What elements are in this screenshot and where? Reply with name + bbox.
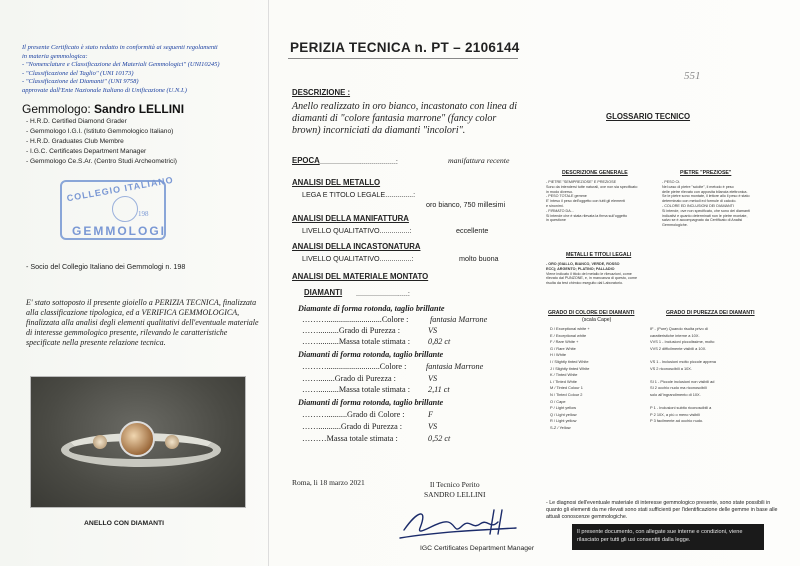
- glossary-line: Si intende, ove non specificato, che sono dei diamanti: [662, 208, 750, 213]
- glossary-line: indicativi e quanto determinati non le pietre montate,: [662, 213, 748, 218]
- examination-statement: E' stato sottoposto il presente gioiello a PERIZIA TECNICA, finalizzata alla classificazione tipologica, ed a VERIFICA GEMMOLOGICA, finalizzata alla analisi degli elementi qualitativi dell'eventuale materiale di interesse gemmologico presente, rilevando le caratteristiche specificate nella presente relazione tecnica.: [26, 298, 259, 347]
- color-grade-row: I / Slightly tinted White: [550, 358, 589, 364]
- diamond-row-label: ……..........Massa totale stimata :: [302, 385, 411, 394]
- signature-mark: [398, 500, 518, 542]
- glossary-line: - FIRMATO DA...: [546, 208, 574, 213]
- color-grade-row: F / Rare White +: [550, 339, 579, 345]
- glossary-line: Viene indicato il titolo del metallo le rilevazioni, come: [546, 271, 632, 276]
- purity-grade-row: P 2 10X, a più o meno visibili: [650, 411, 700, 417]
- glossary-line: - PESO TOTALE gemme: [546, 194, 587, 199]
- glossary-desc-text: [546, 180, 637, 223]
- glossary-line: e sinonimi.: [546, 203, 564, 208]
- diamond-row-value: fantasia Marrone: [430, 315, 488, 324]
- intro-line: - "Classificazione del Taglio" (UNI 10173): [22, 69, 134, 77]
- glossary-desc-title: DESCRIZIONE GENERALE: [562, 170, 628, 176]
- purity-grade-row: VVS 1 - Inclusioni piccolissime, molto: [650, 339, 715, 345]
- diamond-group-heading: Diamanti di forma rotonda, taglio brillante: [298, 350, 444, 359]
- color-grade-row: O / Cape: [550, 398, 566, 404]
- qualification-item: - H.R.D. Certified Diamond Grader: [26, 118, 127, 125]
- diamond-row-value: 2,11 ct: [428, 385, 450, 394]
- photo-caption: ANELLO CON DIAMANTI: [84, 520, 165, 527]
- purity-grade-row: VS 2 riconoscibili a 10X.: [650, 365, 692, 371]
- perito-name: SANDRO LELLINI: [424, 490, 486, 499]
- glossary-line: Se le pietre sono montate, il lettore allo il peso è stato: [662, 194, 750, 199]
- diamanti-label: DIAMANTI: [304, 288, 343, 297]
- glossary-line: determinato con metodi ed formule di calcolo.: [662, 199, 737, 204]
- glossary-line: in questione: [546, 218, 566, 223]
- glossary-metalli-title: METALLI E TITOLI LEGALI: [566, 252, 632, 258]
- incastonatura-label: ANALISI DELLA INCASTONATURA: [292, 242, 421, 251]
- glossary-line: - COLORE ED INCLUSIONI DEI DIAMANTI: [662, 203, 734, 208]
- glossary-metalli-text: [546, 262, 637, 286]
- glossary-line: Si intende che è stata rilevata la firma sull'oggetto: [546, 213, 628, 218]
- perito-role: Il Tecnico Perito: [429, 480, 480, 489]
- glossary-line: in modo diverso.: [546, 189, 574, 194]
- purity-grade-row: VVS 2 difficilmente visibili a 10X.: [650, 345, 707, 351]
- color-grade-row: J / Slightly tinted White: [550, 365, 590, 371]
- gemmologist-prefix: Gemmologo:: [22, 102, 91, 116]
- qualification-item: - Gemmologo Ce.S.Ar. (Centro Studi Archeometrici): [26, 158, 177, 165]
- intro-line: in materia gemmologica:: [22, 52, 88, 60]
- purity-grade-row: P 3 facilmente ad occhio nudo.: [650, 418, 704, 424]
- diagnosis-footnote: - Le diagnosi dell'eventuale materiale di interesse gemmologico presente, sono state possibili in quanto gli elementi da me rilevati sono stati sufficienti per l'identificazione delle gemme in base alle attuali conoscenze gemmologiche.: [546, 500, 778, 521]
- glossary-color-sub: (scala Cape): [582, 317, 612, 323]
- incastonatura-row-label: LIVELLO QUALITATIVO................:: [302, 254, 414, 263]
- diamond-row-value: 0,52 ct: [428, 434, 451, 443]
- side-stone: [165, 435, 179, 449]
- glossary-title: GLOSSARIO TECNICO: [606, 112, 691, 121]
- epoca-label: EPOCA: [292, 156, 320, 165]
- incastonatura-value: molto buona: [459, 254, 499, 263]
- diamond-row-value: 0,82 ct: [428, 337, 451, 346]
- intro-line: Il presente Certificato è stato redatto in conformità ai seguenti regolamenti: [22, 44, 218, 51]
- glossary-line: salvo se è accompagnato da Certificato di Analisi: [662, 218, 743, 223]
- descrizione-label: DESCRIZIONE :: [292, 88, 351, 97]
- color-grade-row: L / Tinted White: [550, 378, 577, 384]
- glossary-color-title: GRADO DI COLORE DEI DIAMANTI: [548, 310, 635, 316]
- diamond-row-value: F: [428, 410, 434, 419]
- qualifications-list: [26, 117, 177, 167]
- color-grade-row: K / Tinted White: [550, 372, 578, 378]
- qualification-item: - Gemmologo I.G.I. (Istituto Gemmologico Italiano): [26, 128, 174, 135]
- color-grade-row: M / Tinted Colour 1: [550, 385, 583, 391]
- diamond-row-value: VS: [428, 326, 438, 335]
- color-grade-row: N / Tinted Colour 2: [550, 391, 583, 397]
- manifattura-value: eccellente: [456, 226, 489, 235]
- purity-grade-table: [650, 326, 716, 425]
- legal-notice-band: Il presente documento, con allegate sue interne e condizioni, viene rilasciato per tutti gli usi consentiti dalla legge.: [572, 524, 764, 550]
- diamond-row-label: ……........Grado di Purezza :: [302, 374, 396, 383]
- color-grade-row: Q / Light yellow: [550, 411, 577, 417]
- stamp-bottom-text: GEMMOLOGI: [72, 224, 166, 238]
- glossary-line: - PESO Ct.: [662, 180, 681, 184]
- purity-grade-row: IF - (Pure) Quando risulta privo di: [650, 326, 708, 331]
- diamond-row-label: ………..........Grado di Colore :: [302, 410, 405, 419]
- diamond-row-label: ………Massa totale stimata :: [302, 434, 398, 443]
- diamond-row-value: VS: [428, 374, 438, 383]
- color-grade-table: [550, 326, 590, 432]
- stamp-top-text: COLLEGIO ITALIANO: [65, 174, 175, 204]
- regulations-intro: [22, 44, 262, 95]
- glossary-pietre-title: PIETRE "PREZIOSE": [680, 170, 732, 176]
- glossary-line: E' inteso il peso dell'oggetto con tutti gli elementi: [546, 199, 626, 204]
- purity-grade-row: solo all'ingrandimento di 10X.: [650, 391, 701, 397]
- glossary-line: Gemmologiche.: [662, 223, 688, 228]
- metallo-label: ANALISI DEL METALLO: [292, 178, 381, 187]
- panel-divider: [268, 0, 269, 566]
- glossary-line: - ORO (GIALLO, BIANCO, VERDE, ROSSO: [546, 262, 620, 266]
- glossary-line: Sono da intendersi tutte naturali, ove non sia specificato: [546, 184, 638, 189]
- stamp-number: 198: [138, 210, 149, 218]
- manifattura-label: ANALISI DELLA MANIFATTURA: [292, 214, 409, 223]
- glossary-line: risulta da test chimico eseguito dal Laboratorio.: [546, 281, 624, 286]
- document-title: PERIZIA TECNICA n. PT – 2106144: [290, 40, 520, 55]
- color-grade-row: D / Exceptional white +: [550, 326, 590, 331]
- diamond-row-value: VS: [428, 422, 438, 431]
- color-grade-row: E / Exceptional white: [550, 332, 587, 338]
- purity-grade-row: SI 1 - Piccole inclusioni non visibili ad: [650, 378, 715, 384]
- glossary-line: rilevato dal PUNZONE, e, in mancanza di questo, come: [546, 276, 637, 281]
- qualification-item: - I.G.C. Certificates Department Manager: [26, 148, 147, 155]
- purity-grade-row: [650, 372, 716, 379]
- diamond-group-heading: Diamanti di forma rotonda, taglio brillante: [298, 398, 444, 407]
- diamond-row-label: ………...........................Colore :: [302, 315, 409, 324]
- color-grade-row: H / White: [550, 352, 566, 358]
- diamanti-dots: ..........................:: [356, 289, 410, 298]
- purity-grade-row: VS 1 - Inclusioni molto piccole appena: [650, 358, 716, 364]
- gemmologist-heading: [22, 102, 184, 116]
- intro-line: - "Classificazione dei Diamanti" (UNI 9758): [22, 78, 139, 85]
- stamp-seal-icon: [112, 196, 138, 222]
- diamond-row-value: fantasia Marrone: [426, 362, 484, 371]
- diamond-row-label: ……..........Grado di Purezza :: [302, 326, 400, 335]
- metallo-row-label: LEGA E TITOLO LEGALE..............:: [302, 190, 416, 199]
- qualification-item: - H.R.D. Graduates Club Membre: [26, 138, 124, 145]
- purity-grade-row: P 1 - Inclusioni subito riconoscibili a: [650, 405, 712, 411]
- glossary-line: - PIETRE "SEMIPREZIOSE" E PREZIOSE: [546, 180, 617, 184]
- intro-line: approvate dall'Ente Nazionale Italiano di Unificazione (U.N.I.): [22, 86, 187, 94]
- glossary-line: ECC); ARGENTO; PLATINO; PALLADIO: [546, 266, 615, 271]
- intro-line: - "Nomenclature e Classificazione dei Materiali Gemmologici" (UNI10245): [22, 61, 220, 68]
- diamond-row-label: ……..........Massa totale stimata :: [302, 337, 411, 346]
- glossary-line: delle pietre rilevato con apposita bilancia elettronica.: [662, 189, 748, 194]
- glossary-pietre-text: [662, 180, 750, 228]
- color-grade-row: P / Light yellow: [550, 405, 577, 411]
- color-grade-row: R / Light yellow: [550, 418, 577, 424]
- handwritten-serial: 551: [684, 70, 701, 82]
- glossary-line: Nel caso di pietre "sciolte", il metodo è peso: [662, 184, 734, 189]
- description-text: Anello realizzato in oro bianco, incastonato con linea di diamanti di "colore fantasia marrone" (fancy color brown) incorniciati da diamanti "incolori".: [292, 101, 518, 136]
- center-stone: [119, 421, 155, 457]
- epoca-value: manifattura recente: [448, 156, 510, 165]
- purity-grade-row: caratteristiche interne a 10X.: [650, 332, 700, 338]
- purity-grade-row: [650, 352, 716, 359]
- socio-membership: - Socio del Collegio Italiano dei Gemmologi n. 198: [26, 262, 186, 271]
- side-stone: [93, 435, 107, 449]
- diamond-row-label: ………..........................Colore :: [302, 362, 407, 371]
- issue-date: Roma, li 18 marzo 2021: [292, 478, 365, 487]
- ring-photo: [30, 376, 246, 508]
- purity-grade-row: SI 2 occhio nudo ma riconoscibili: [650, 385, 707, 391]
- glossary-purity-title: GRADO DI PUREZZA DEI DIAMANTI: [666, 310, 755, 316]
- color-grade-row: S-Z / Yellow: [550, 424, 571, 430]
- manifattura-row-label: LIVELLO QUALITATIVO...............:: [302, 226, 412, 235]
- epoca-dots: .......................................:: [318, 157, 398, 166]
- color-grade-row: G / Rare White: [550, 345, 576, 351]
- perito-block: [424, 480, 485, 500]
- gemmologist-name: Sandro LELLINI: [94, 102, 185, 116]
- diamond-group-heading: Diamante di forma rotonda, taglio brillante: [298, 304, 445, 313]
- metallo-value: oro bianco, 750 millesimi: [426, 200, 506, 209]
- title-underline: [288, 58, 518, 59]
- materiale-label: ANALISI DEL MATERIALE MONTATO: [292, 272, 429, 281]
- purity-grade-row: [650, 399, 716, 406]
- manager-title: IGC Certificates Department Manager: [420, 545, 535, 552]
- diamond-row-label: ……...........Grado di Purezza :: [302, 422, 403, 431]
